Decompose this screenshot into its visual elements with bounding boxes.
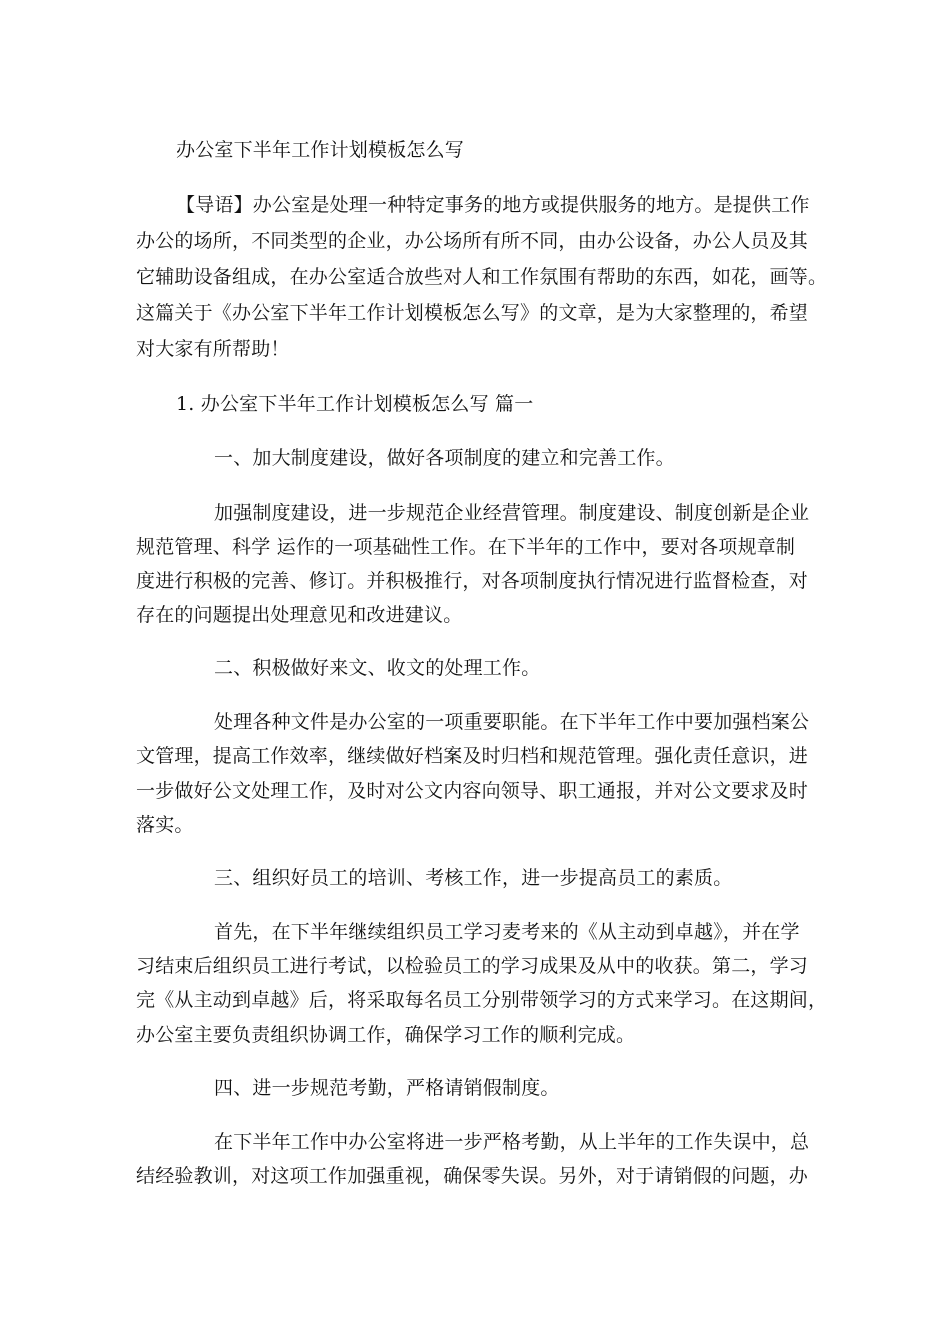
paragraph-4-line: 结经验教训，对这项工作加强重视，确保零失误。另外，对于请销假的问题，办 — [136, 1165, 809, 1187]
heading-2: 二、积极做好来文、收文的处理工作。 — [214, 657, 541, 679]
paragraph-2-line: 落实。 — [136, 814, 194, 836]
intro-line: 对大家有所帮助！ — [136, 338, 290, 360]
intro-line: 办公的场所，不同类型的企业，办公场所有所不同，由办公设备，办公人员及其 — [136, 230, 809, 252]
heading-4: 四、进一步规范考勤，严格请销假制度。 — [214, 1077, 560, 1099]
intro-line: 这篇关于《办公室下半年工作计划模板怎么写》的文章，是为大家整理的，希望 — [136, 302, 809, 324]
section-title: 1. 办公室下半年工作计划模板怎么写 篇一 — [176, 393, 534, 415]
paragraph-2-line: 一步做好公文处理工作，及时对公文内容向领导、职工通报，并对公文要求及时 — [136, 780, 809, 802]
intro-line: 【导语】办公室是处理一种特定事务的地方或提供服务的地方。是提供工作 — [176, 194, 810, 216]
paragraph-3-line: 首先，在下半年继续组织员工学习麦考来的《从主动到卓越》，并在学 — [214, 921, 800, 943]
heading-1: 一、加大制度建设，做好各项制度的建立和完善工作。 — [214, 447, 675, 469]
paragraph-2-line: 处理各种文件是办公室的一项重要职能。在下半年工作中要加强档案公 — [214, 711, 810, 733]
paragraph-1-line: 度进行积极的完善、修订。并积极推行，对各项制度执行情况进行监督检查，对 — [136, 570, 809, 592]
paragraph-2-line: 文管理，提高工作效率，继续做好档案及时归档和规范管理。强化责任意识，进 — [136, 745, 809, 767]
intro-line: 它辅助设备组成，在办公室适合放些对人和工作氛围有帮助的东西，如花，画等。 — [136, 266, 828, 288]
paragraph-1-line: 存在的问题提出处理意见和改进建议。 — [136, 604, 463, 626]
paragraph-3-line: 完《从主动到卓越》后，将采取每名员工分别带领学习的方式来学习。在这期间， — [136, 989, 828, 1011]
paragraph-3-line: 办公室主要负责组织协调工作，确保学习工作的顺利完成。 — [136, 1024, 636, 1046]
heading-3: 三、组织好员工的培训、考核工作，进一步提高员工的素质。 — [214, 867, 733, 889]
document-title: 办公室下半年工作计划模板怎么写 — [176, 139, 465, 161]
paragraph-4-line: 在下半年工作中办公室将进一步严格考勤，从上半年的工作失误中，总 — [214, 1131, 810, 1153]
paragraph-1-line: 规范管理、科学 运作的一项基础性工作。在下半年的工作中，要对各项规章制 — [136, 536, 796, 558]
paragraph-1-line: 加强制度建设，进一步规范企业经营管理。制度建设、制度创新是企业 — [214, 502, 810, 524]
paragraph-3-line: 习结束后组织员工进行考试，以检验员工的学习成果及从中的收获。第二，学习 — [136, 955, 809, 977]
